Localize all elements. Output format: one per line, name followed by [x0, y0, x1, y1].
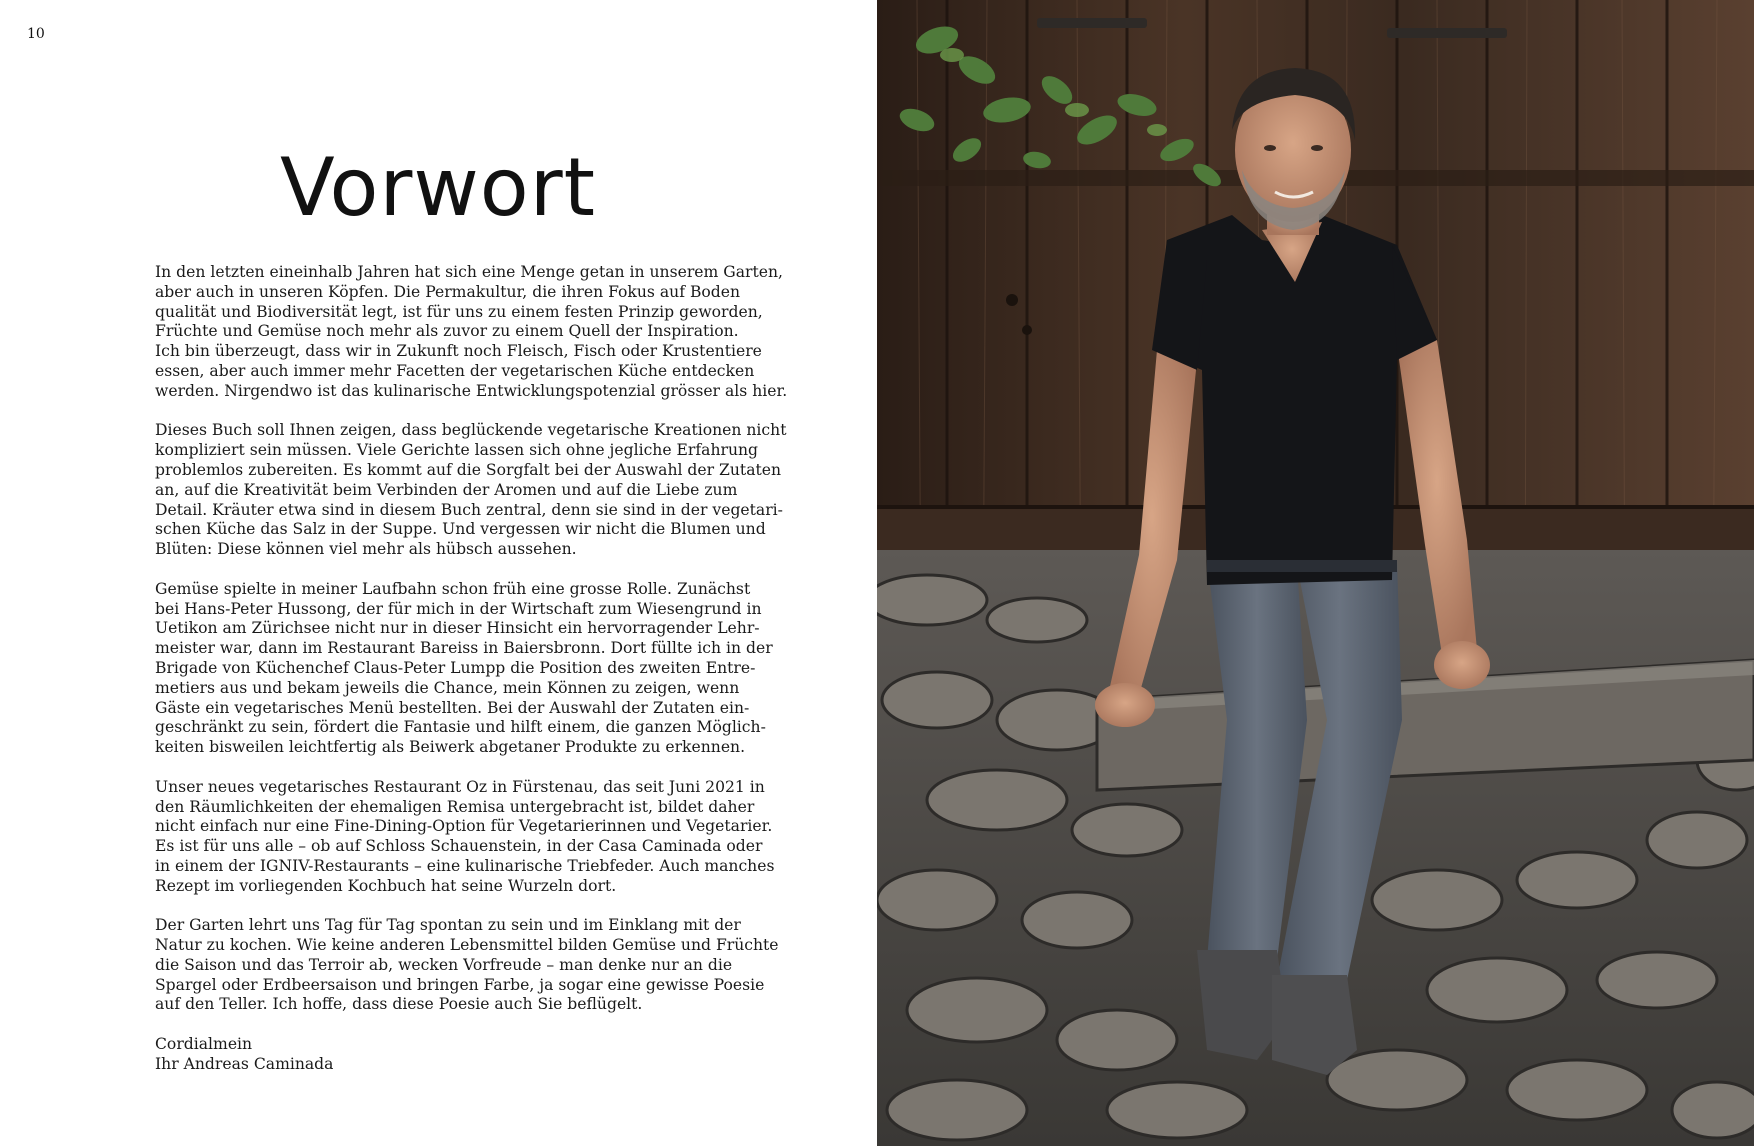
text-line: die Saison und das Terroir ab, wecken Vorfreude – man denke nur an die	[155, 955, 733, 974]
text-line: werden. Nirgendwo ist das kulinarische Entwicklungspotenzial grösser als hier.	[155, 381, 788, 400]
text-line: bei Hans-Peter Hussong, der für mich in der Wirtschaft zum Wiesengrund in	[155, 599, 762, 618]
text-line: Unser neues vegetarisches Restaurant Oz in Fürstenau, das seit Juni 2021 in	[155, 777, 765, 796]
text-line: auf den Teller. Ich hoffe, dass diese Poesie auch Sie beflügelt.	[155, 995, 643, 1014]
text-line: keiten bisweilen leichtfertig als Beiwerk abgetaner Produkte zu erkennen.	[155, 738, 746, 757]
paragraph	[155, 263, 795, 402]
text-line: aber auch in unseren Köpfen. Die Permakultur, die ihren Fokus auf Boden	[155, 282, 741, 301]
page-number: 10	[27, 26, 45, 42]
text-line: Gäste ein vegetarisches Menü bestellten. Bei der Auswahl der Zutaten ein-	[155, 698, 750, 717]
text-line: metiers aus und bekam jeweils die Chance, mein Können zu zeigen, wenn	[155, 678, 740, 697]
portrait-illustration	[877, 0, 1754, 1146]
text-line: Detail. Kräuter etwa sind in diesem Buch zentral, denn sie sind in der vegetari-	[155, 500, 783, 519]
text-line: Natur zu kochen. Wie keine anderen Lebensmittel bilden Gemüse und Früchte	[155, 936, 779, 955]
text-line: in einem der IGNIV-Restaurants – eine kulinarische Triebfeder. Auch manches	[155, 856, 775, 875]
text-line: Spargel oder Erdbeersaison und bringen Farbe, ja sogar eine gewisse Poesie	[155, 975, 765, 994]
text-line: essen, aber auch immer mehr Facetten der vegetarischen Küche entdecken	[155, 361, 755, 380]
text-line: Brigade von Küchenchef Claus-Peter Lumpp die Position des zweiten Entre-	[155, 658, 756, 677]
text-line: Ihr Andreas Caminada	[155, 1054, 334, 1073]
text-line: schen Küche das Salz in der Suppe. Und vergessen wir nicht die Blumen und	[155, 520, 766, 539]
text-line: problemlos zubereiten. Es kommt auf die Sorgfalt bei der Auswahl der Zutaten	[155, 460, 782, 479]
paragraph	[155, 778, 795, 897]
text-line: Blüten: Diese können viel mehr als hübsch aussehen.	[155, 540, 577, 559]
paragraph	[155, 916, 795, 1015]
text-line: meister war, dann im Restaurant Bareiss in Baiersbronn. Dort füllte ich in der	[155, 639, 773, 658]
paragraph	[155, 421, 795, 560]
text-line: Gemüse spielte in meiner Laufbahn schon früh eine grosse Rolle. Zunächst	[155, 579, 751, 598]
signature	[155, 1035, 795, 1075]
text-line: Früchte und Gemüse noch mehr als zuvor zu einem Quell der Inspiration.	[155, 322, 739, 341]
text-line: qualität und Biodiversität legt, ist für uns zu einem festen Prinzip geworden,	[155, 302, 763, 321]
text-line: geschränkt zu sein, fördert die Fantasie und hilft einem, die ganzen Möglich-	[155, 718, 766, 737]
portrait-photo	[877, 0, 1754, 1146]
text-line: Der Garten lehrt uns Tag für Tag spontan zu sein und im Einklang mit der	[155, 916, 741, 935]
text-line: nicht einfach nur eine Fine-Dining-Option für Vegetarierinnen und Vegetarier.	[155, 817, 773, 836]
text-line: Es ist für uns alle – ob auf Schloss Schauenstein, in der Casa Caminada oder	[155, 837, 763, 856]
text-line: Ich bin überzeugt, dass wir in Zukunft noch Fleisch, Fisch oder Krustentiere	[155, 342, 762, 361]
text-line: Uetikon am Zürichsee nicht nur in dieser Hinsicht ein hervorragender Lehr-	[155, 619, 760, 638]
page-title: Vorwort	[280, 141, 596, 234]
foreword-text	[155, 263, 795, 1094]
left-page	[0, 0, 876, 1146]
paragraph	[155, 580, 795, 758]
text-line: Cordialmein	[155, 1035, 253, 1054]
text-line: kompliziert sein müssen. Viele Gerichte lassen sich ohne jegliche Erfahrung	[155, 441, 759, 460]
text-line: an, auf die Kreativität beim Verbinden der Aromen und auf die Liebe zum	[155, 480, 738, 499]
text-line: Dieses Buch soll Ihnen zeigen, dass beglückende vegetarische Kreationen nicht	[155, 421, 787, 440]
text-line: Rezept im vorliegenden Kochbuch hat seine Wurzeln dort.	[155, 876, 617, 895]
text-line: In den letzten eineinhalb Jahren hat sich eine Menge getan in unserem Garten,	[155, 263, 783, 281]
text-line: den Räumlichkeiten der ehemaligen Remisa untergebracht ist, bildet daher	[155, 797, 755, 816]
